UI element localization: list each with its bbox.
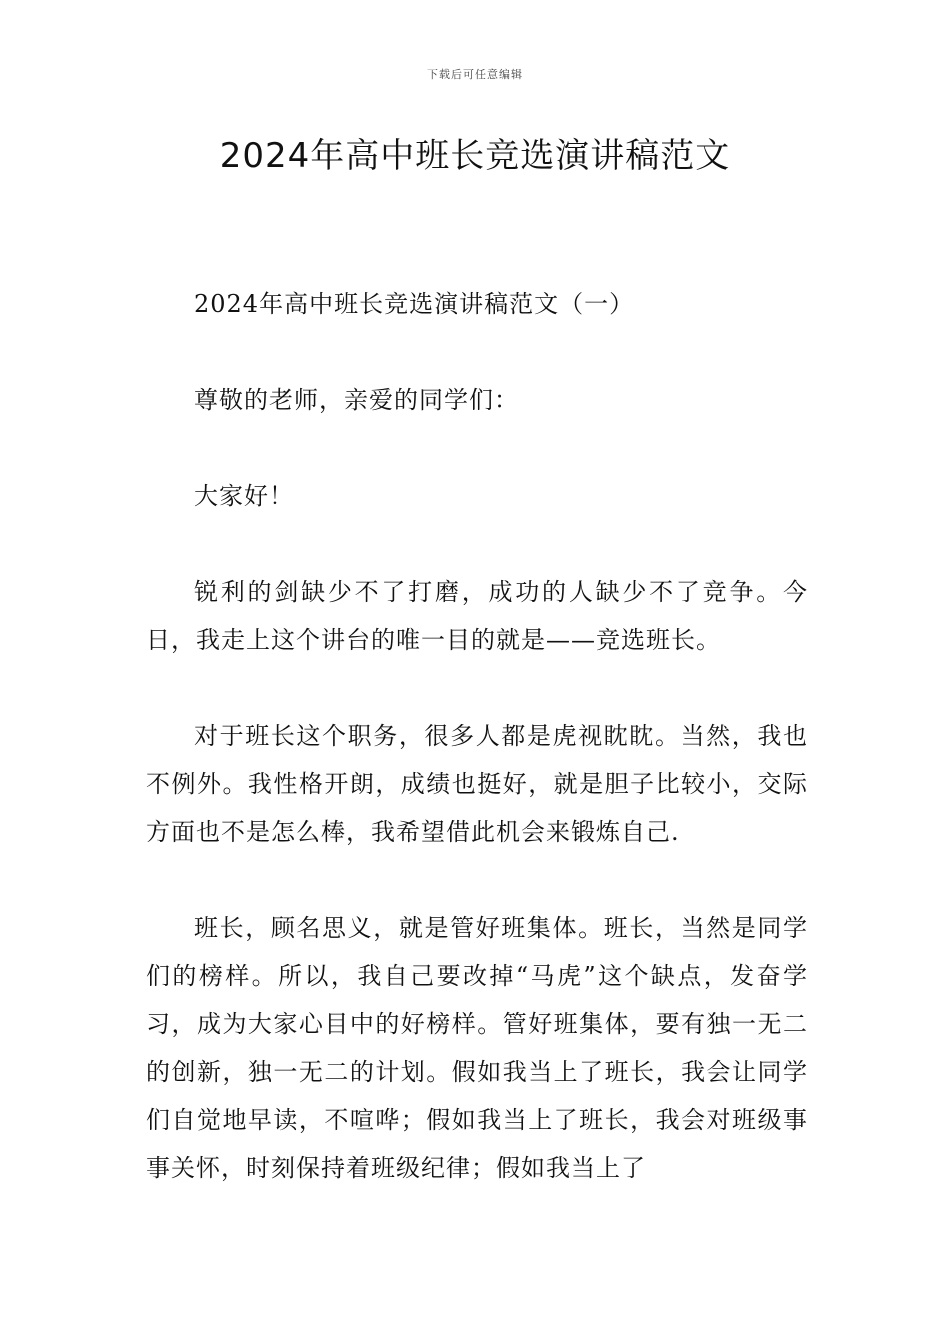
- document-body: [146, 280, 808, 1240]
- body-paragraph: 对于班长这个职务，很多人都是虎视眈眈。当然，我也不例外。我性格开朗，成绩也挺好，就是胆子比较小，交际方面也不是怎么棒，我希望借此机会来锻炼自己.: [146, 722, 808, 846]
- body-paragraph: 班长，顾名思义，就是管好班集体。班长，当然是同学们的榜样。所以，我自己要改掉“马虎”这个缺点，发奋学习，成为大家心目中的好榜样。管好班集体，要有独一无二的创新，独一无二的计划。假如我当上了班长，我会让同学们自觉地早读，不喧哗；假如我当上了班长，我会对班级事事关怀，时刻保持着班级纪律；假如我当上了: [146, 914, 808, 1182]
- subtitle-paragraph: 2024年高中班长竞选演讲稿范文（一）: [194, 290, 635, 318]
- page-header-note: 下载后可任意编辑: [427, 68, 523, 81]
- greeting-paragraph: 大家好！: [194, 482, 294, 510]
- salutation-paragraph: 尊敬的老师，亲爱的同学们：: [194, 386, 519, 414]
- body-paragraph: 锐利的剑缺少不了打磨，成功的人缺少不了竞争。今日，我走上这个讲台的唯一目的就是——竞选班长。: [146, 578, 808, 654]
- document-title: 2024年高中班长竞选演讲稿范文: [219, 136, 731, 176]
